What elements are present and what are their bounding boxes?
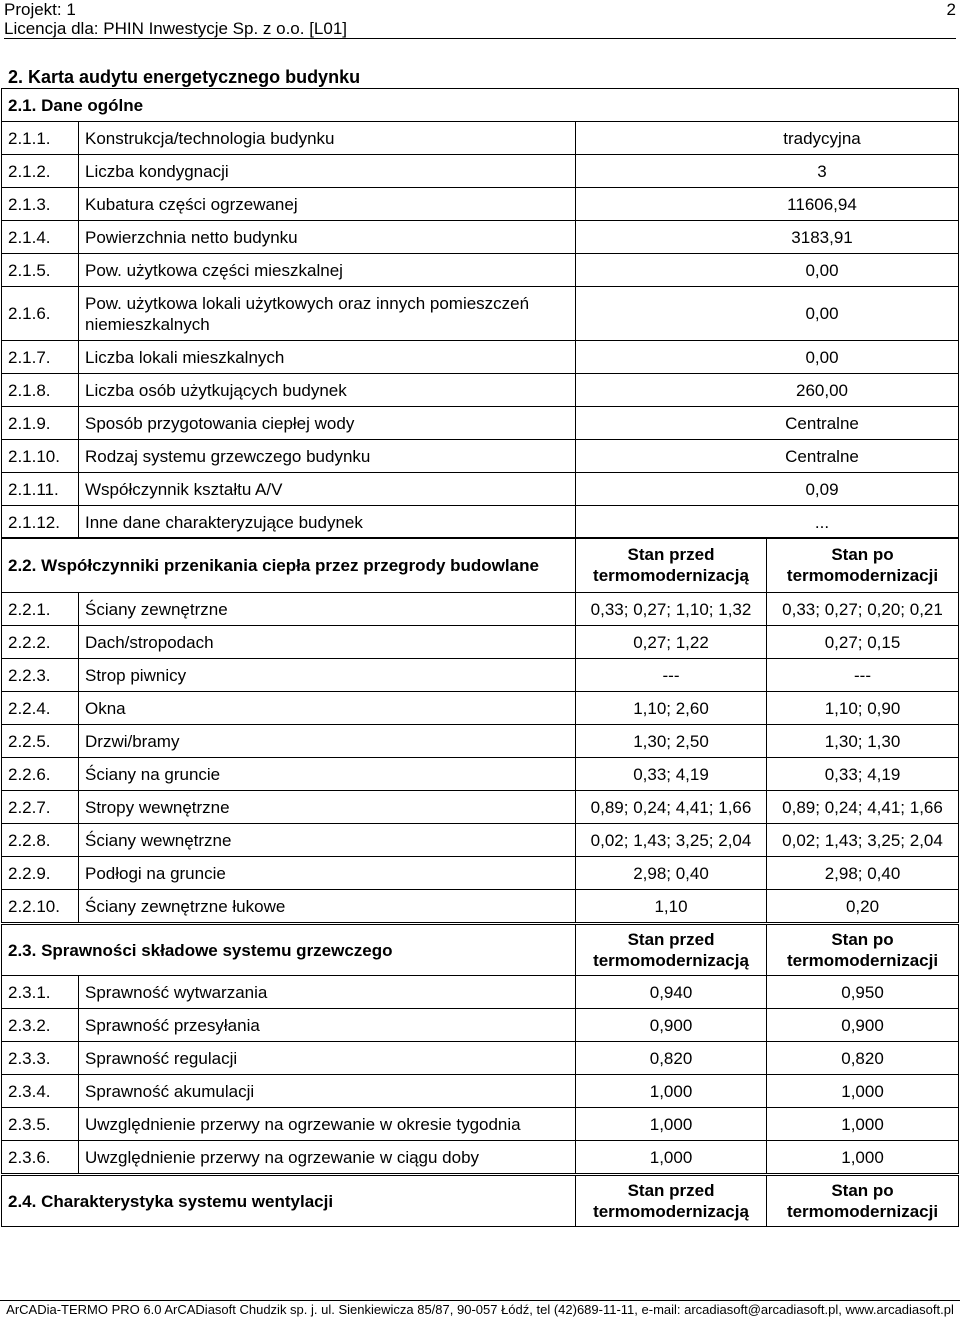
ventilation-col-before: Stan przed termomodernizacją [576, 1176, 767, 1227]
row-before: 2,98; 0,40 [576, 857, 767, 890]
table-row [2, 188, 959, 221]
general-data-title: 2.1. Dane ogólne [2, 89, 959, 122]
table-row [2, 254, 959, 287]
row-number: 2.1.1. [2, 122, 79, 155]
row-before: 0,33; 0,27; 1,10; 1,32 [576, 593, 767, 626]
table-row [2, 122, 959, 155]
row-number: 2.3.4. [2, 1075, 79, 1108]
table-row [2, 1108, 959, 1141]
row-label: Ściany zewnętrzne łukowe [79, 890, 576, 923]
row-label: Inne dane charakteryzujące budynek [79, 506, 576, 539]
row-value: 0,00 [576, 287, 959, 341]
row-number: 2.1.6. [2, 287, 79, 341]
row-label: Pow. użytkowa części mieszkalnej [79, 254, 576, 287]
row-value: tradycyjna [576, 122, 959, 155]
row-number: 2.2.3. [2, 659, 79, 692]
row-label: Uwzględnienie przerwy na ogrzewanie w okresie tygodnia [79, 1108, 576, 1141]
row-number: 2.2.4. [2, 692, 79, 725]
row-value: 0,00 [576, 254, 959, 287]
ventilation-col-after: Stan po termomodernizacji [767, 1176, 959, 1227]
row-number: 2.2.1. [2, 593, 79, 626]
table-row [2, 1141, 959, 1174]
row-label: Ściany wewnętrzne [79, 824, 576, 857]
row-after: 1,30; 1,30 [767, 725, 959, 758]
table-row [2, 593, 959, 626]
row-label: Liczba kondygnacji [79, 155, 576, 188]
row-label: Uwzględnienie przerwy na ogrzewanie w ciągu doby [79, 1141, 576, 1174]
row-number: 2.1.11. [2, 473, 79, 506]
row-after: 1,10; 0,90 [767, 692, 959, 725]
license-label: Licencja dla: PHIN Inwestycje Sp. z o.o. [L01] [4, 19, 348, 38]
row-value: 0,00 [576, 341, 959, 374]
row-before: 1,000 [576, 1108, 767, 1141]
table-row [2, 824, 959, 857]
row-number: 2.1.7. [2, 341, 79, 374]
coefficients-col-before: Stan przed termomodernizacją [576, 538, 767, 593]
table-row [2, 1075, 959, 1108]
row-label: Sposób przygotowania ciepłej wody [79, 407, 576, 440]
page-footer: ArCADia-TERMO PRO 6.0 ArCADiasoft Chudzik sp. j. ul. Sienkiewicza 85/87, 90-057 Łódź, tel (42)689-11-11, e-mail: arcadiasoft@arcadiasoft.pl, www.arcadiasoft.pl [0, 1300, 960, 1320]
row-label: Rodzaj systemu grzewczego budynku [79, 440, 576, 473]
table-row [2, 221, 959, 254]
row-before: 0,27; 1,22 [576, 626, 767, 659]
page-number: 2 [946, 0, 956, 19]
row-before: 1,10; 2,60 [576, 692, 767, 725]
row-after: 1,000 [767, 1141, 959, 1174]
project-label: Projekt: 1 [4, 0, 76, 19]
table-row [2, 1042, 959, 1075]
row-number: 2.2.7. [2, 791, 79, 824]
ventilation-title: 2.4. Charakterystyka systemu wentylacji [2, 1176, 576, 1227]
table-row [2, 890, 959, 923]
row-after: 0,33; 4,19 [767, 758, 959, 791]
table-row [2, 791, 959, 824]
table-row [2, 440, 959, 473]
row-number: 2.1.4. [2, 221, 79, 254]
row-label: Stropy wewnętrzne [79, 791, 576, 824]
row-after: 0,820 [767, 1042, 959, 1075]
row-label: Pow. użytkowa lokali użytkowych oraz innych pomieszczeń niemieszkalnych [79, 287, 576, 341]
row-number: 2.2.10. [2, 890, 79, 923]
row-label: Konstrukcja/technologia budynku [79, 122, 576, 155]
row-number: 2.3.6. [2, 1141, 79, 1174]
row-number: 2.1.5. [2, 254, 79, 287]
row-label: Kubatura części ogrzewanej [79, 188, 576, 221]
row-after: 0,27; 0,15 [767, 626, 959, 659]
table-row [2, 506, 959, 539]
row-number: 2.2.9. [2, 857, 79, 890]
table-row [2, 692, 959, 725]
row-before: --- [576, 659, 767, 692]
row-after: 0,89; 0,24; 4,41; 1,66 [767, 791, 959, 824]
coefficients-col-after: Stan po termomodernizacji [767, 538, 959, 593]
table-row [2, 473, 959, 506]
row-label: Okna [79, 692, 576, 725]
row-number: 2.2.8. [2, 824, 79, 857]
row-label: Ściany na gruncie [79, 758, 576, 791]
row-number: 2.3.3. [2, 1042, 79, 1075]
row-label: Drzwi/bramy [79, 725, 576, 758]
row-label: Liczba osób użytkujących budynek [79, 374, 576, 407]
row-after: 1,000 [767, 1075, 959, 1108]
row-after: 0,950 [767, 976, 959, 1009]
table-row [2, 407, 959, 440]
row-number: 2.2.5. [2, 725, 79, 758]
row-after: 0,900 [767, 1009, 959, 1042]
row-value: 0,09 [576, 473, 959, 506]
row-number: 2.3.5. [2, 1108, 79, 1141]
row-number: 2.1.10. [2, 440, 79, 473]
row-after: --- [767, 659, 959, 692]
row-before: 1,000 [576, 1141, 767, 1174]
efficiencies-col-after: Stan po termomodernizacji [767, 925, 959, 976]
row-label: Ściany zewnętrzne [79, 593, 576, 626]
row-before: 0,900 [576, 1009, 767, 1042]
row-value: Centralne [576, 407, 959, 440]
row-label: Powierzchnia netto budynku [79, 221, 576, 254]
row-label: Sprawność regulacji [79, 1042, 576, 1075]
table-row [2, 1009, 959, 1042]
row-value: 3183,91 [576, 221, 959, 254]
row-after: 0,33; 0,27; 0,20; 0,21 [767, 593, 959, 626]
efficiencies-table [1, 924, 959, 1174]
coefficients-table [1, 537, 959, 923]
row-number: 2.2.2. [2, 626, 79, 659]
general-data-rows [2, 122, 959, 539]
row-label: Podłogi na gruncie [79, 857, 576, 890]
ventilation-table [1, 1175, 959, 1227]
row-before: 0,89; 0,24; 4,41; 1,66 [576, 791, 767, 824]
row-number: 2.1.8. [2, 374, 79, 407]
coefficients-rows [2, 593, 959, 923]
row-after: 0,02; 1,43; 3,25; 2,04 [767, 824, 959, 857]
efficiencies-col-before: Stan przed termomodernizacją [576, 925, 767, 976]
table-row [2, 341, 959, 374]
row-label: Strop piwnicy [79, 659, 576, 692]
table-row [2, 659, 959, 692]
efficiencies-title: 2.3. Sprawności składowe systemu grzewczego [2, 925, 576, 976]
row-value: 11606,94 [576, 188, 959, 221]
row-label: Współczynnik kształtu A/V [79, 473, 576, 506]
row-before: 0,02; 1,43; 3,25; 2,04 [576, 824, 767, 857]
row-after: 0,20 [767, 890, 959, 923]
row-value: ... [576, 506, 959, 539]
table-row [2, 626, 959, 659]
row-after: 1,000 [767, 1108, 959, 1141]
page-header [4, 0, 956, 39]
table-row [2, 374, 959, 407]
table-row [2, 758, 959, 791]
efficiencies-rows [2, 976, 959, 1174]
row-number: 2.1.2. [2, 155, 79, 188]
table-row [2, 155, 959, 188]
row-label: Sprawność przesyłania [79, 1009, 576, 1042]
row-value: Centralne [576, 440, 959, 473]
row-label: Dach/stropodach [79, 626, 576, 659]
row-number: 2.3.1. [2, 976, 79, 1009]
coefficients-title: 2.2. Współczynniki przenikania ciepła przez przegrody budowlane [2, 538, 576, 593]
row-before: 1,30; 2,50 [576, 725, 767, 758]
table-row [2, 287, 959, 341]
row-after: 2,98; 0,40 [767, 857, 959, 890]
row-label: Sprawność wytwarzania [79, 976, 576, 1009]
table-row [2, 857, 959, 890]
row-before: 1,10 [576, 890, 767, 923]
row-number: 2.1.12. [2, 506, 79, 539]
row-label: Liczba lokali mieszkalnych [79, 341, 576, 374]
row-before: 0,820 [576, 1042, 767, 1075]
row-label: Sprawność akumulacji [79, 1075, 576, 1108]
row-before: 0,33; 4,19 [576, 758, 767, 791]
row-before: 0,940 [576, 976, 767, 1009]
row-number: 2.1.9. [2, 407, 79, 440]
row-value: 260,00 [576, 374, 959, 407]
row-number: 2.2.6. [2, 758, 79, 791]
table-row [2, 976, 959, 1009]
row-number: 2.1.3. [2, 188, 79, 221]
row-number: 2.3.2. [2, 1009, 79, 1042]
row-before: 1,000 [576, 1075, 767, 1108]
general-data-table [1, 88, 959, 539]
section-title: 2. Karta audytu energetycznego budynku [8, 67, 361, 87]
table-row [2, 725, 959, 758]
row-value: 3 [576, 155, 959, 188]
